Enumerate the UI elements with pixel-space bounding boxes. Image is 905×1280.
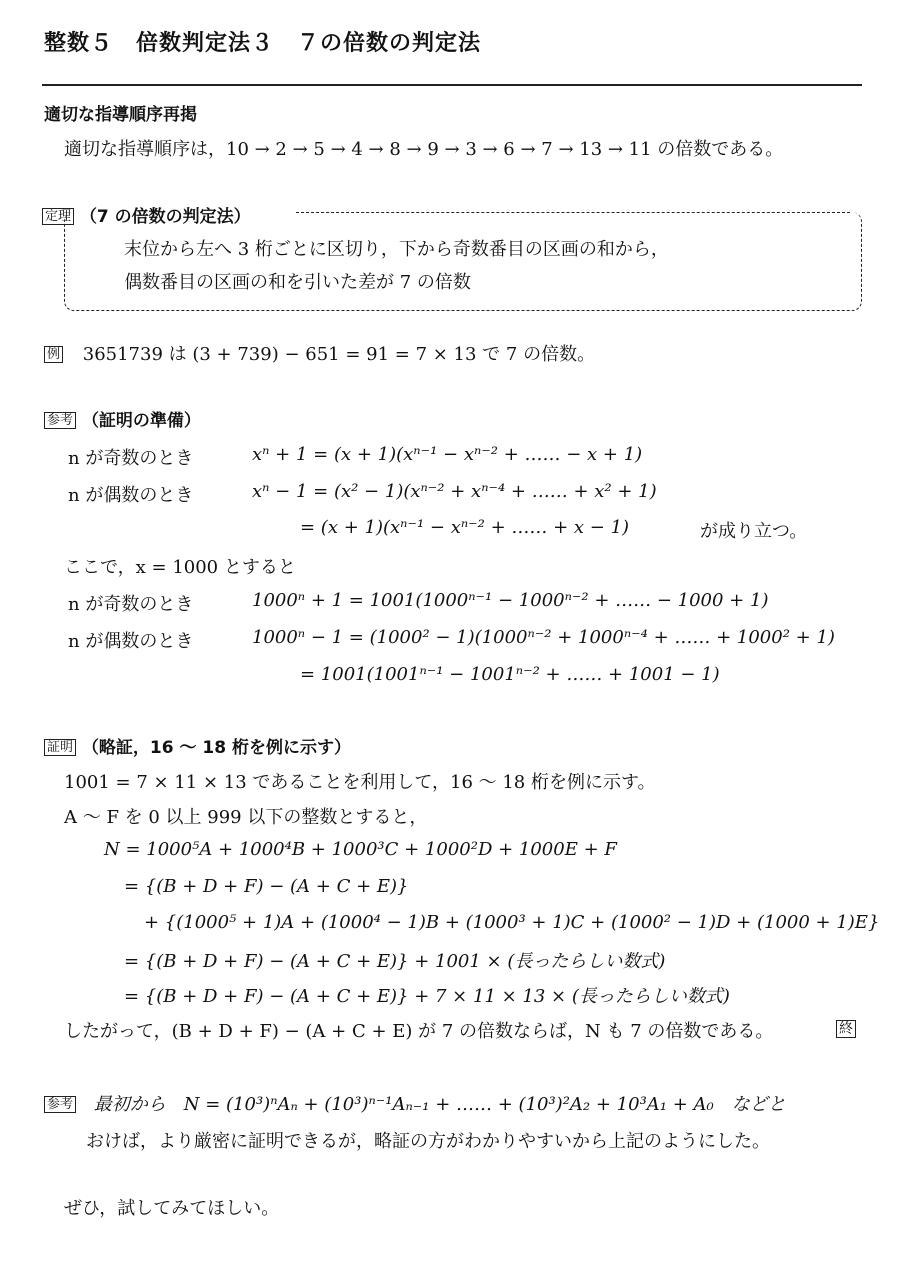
proof-heading: （略証，16 ～ 18 桁を例に示す） [81, 738, 352, 758]
prep2-row-3-expr: = 1001(1001ⁿ⁻¹ − 1001ⁿ⁻² + …… + 1001 − 1) [300, 664, 720, 685]
proof-eq-2: = {(B + D + F) − (A + C + E)} [124, 876, 409, 897]
theorem-heading-row [42, 202, 251, 227]
prep-row-2-label: n が偶数のとき [68, 485, 194, 506]
proof-eq-3: + {(1000⁵ + 1)A + (1000⁴ − 1)B + (1000³ + 1)C + (1000² − 1)D + (1000 + 1)E} [144, 912, 880, 933]
theorem-line-2: 偶数番目の区画の和を引いた差が 7 の倍数 [124, 272, 471, 293]
proof-line-1: 1001 = 7 × 11 × 13 であることを利用して，16 ～ 18 桁を例に示す。 [64, 772, 656, 793]
proof-eq-1: N = 1000⁵A + 1000⁴B + 1000³C + 1000²D + 1000E + F [104, 839, 617, 860]
prep-row-1-label: n が奇数のとき [68, 448, 194, 469]
prep2-row-2-expr: 1000ⁿ − 1 = (1000² − 1)(1000ⁿ⁻² + 1000ⁿ⁻⁴ + …… + 1000² + 1) [252, 627, 835, 648]
title-divider [42, 84, 862, 86]
proof-eq-4: = {(B + D + F) − (A + C + E)} + 1001 × (長ったらしい数式) [124, 951, 666, 972]
note-row-1 [44, 1090, 786, 1116]
example-row [44, 340, 595, 366]
prep-heading: （証明の準備） [81, 411, 201, 431]
prep-heading-row [44, 406, 201, 431]
example-tag: 例 [44, 346, 63, 363]
order-heading: 適切な指導順序再掲 [44, 105, 197, 125]
proof-end-mark: 終 [836, 1020, 856, 1038]
prep2-row-1-expr: 1000ⁿ + 1 = 1001(1000ⁿ⁻¹ − 1000ⁿ⁻² + …… − 1000 + 1) [252, 590, 769, 611]
prep-row-3-expr: = (x + 1)(xⁿ⁻¹ − xⁿ⁻² + …… + x − 1) [300, 517, 630, 538]
theorem-tag: 定理 [42, 208, 74, 225]
theorem-box-top [296, 212, 850, 213]
closing-text: ぜひ，試してみてほしい。 [64, 1198, 280, 1219]
proof-line-2: A ～ F を 0 以上 999 以下の整数とすると， [64, 807, 428, 828]
theorem-heading: （7 の倍数の判定法） [79, 207, 251, 227]
prep-row-1-expr: xⁿ + 1 = (x + 1)(xⁿ⁻¹ − xⁿ⁻² + …… − x + 1) [252, 444, 643, 465]
prep-substitute: ここで，x = 1000 とすると [64, 557, 296, 578]
prep-row-2-expr: xⁿ − 1 = (x² − 1)(xⁿ⁻² + xⁿ⁻⁴ + …… + x² + 1) [252, 481, 657, 502]
order-text: 適切な指導順序は，10 → 2 → 5 → 4 → 8 → 9 → 3 → 6 → 7 → 13 → 11 の倍数である。 [64, 139, 784, 160]
proof-eq-5: = {(B + D + F) − (A + C + E)} + 7 × 11 × 13 × (長ったらしい数式) [124, 986, 730, 1007]
proof-end-mark-wrap [836, 1018, 856, 1038]
page-title: 整数５ 倍数判定法３ ７の倍数の判定法 [44, 31, 482, 56]
prep2-row-1-label: n が奇数のとき [68, 594, 194, 615]
note-tag: 参考 [44, 1096, 76, 1113]
prep-tag: 参考 [44, 412, 76, 429]
prep-holds: が成り立つ。 [700, 521, 808, 542]
note-line-1: 最初から N = (10³)ⁿAₙ + (10³)ⁿ⁻¹Aₙ₋₁ + …… + (10³)²A₂ + 10³A₁ + A₀ などと [93, 1094, 786, 1115]
example-text: 3651739 は (3 + 739) − 651 = 91 = 7 × 13 で 7 の倍数。 [82, 344, 596, 365]
proof-tag: 証明 [44, 739, 76, 756]
note-line-2: おけば，より厳密に証明できるが，略証の方がわかりやすいから上記のようにした。 [86, 1131, 770, 1152]
proof-heading-row [44, 733, 351, 758]
prep2-row-2-label: n が偶数のとき [68, 631, 194, 652]
proof-conclusion: したがって，(B + D + F) − (A + C + E) が 7 の倍数ならば，N も 7 の倍数である。 [64, 1021, 774, 1042]
theorem-line-1: 末位から左へ 3 桁ごとに区切り，下から奇数番目の区画の和から， [124, 239, 669, 260]
